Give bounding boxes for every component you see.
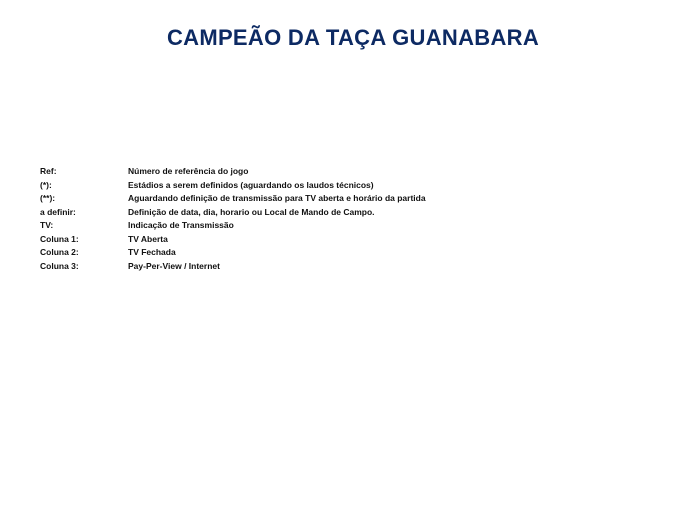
legend-key: Coluna 3: <box>40 260 79 271</box>
legend-key: TV: <box>40 220 54 230</box>
legend-description: Aguardando definição de transmissão para TV aberta e horário da partida <box>128 193 426 203</box>
legend-description: Estádios a serem definidos (aguardando os laudos técnicos) <box>128 179 374 190</box>
legend-key: (**): <box>40 193 56 203</box>
legend-description: Definição de data, dia, horario ou Local de Mando de Campo. <box>128 206 375 217</box>
legend-key: (*): <box>40 179 52 190</box>
legend-description: Indicação de Transmissão <box>128 220 234 230</box>
legend-description: Pay-Per-View / Internet <box>128 260 220 271</box>
legend-description: TV Fechada <box>128 247 176 257</box>
legend-key: Ref: <box>40 166 57 176</box>
legend-key: Coluna 1: <box>40 233 79 244</box>
legend-description: Número de referência do jogo <box>128 166 249 176</box>
legend-description: TV Aberta <box>128 233 168 244</box>
page-title: CAMPEÃO DA TAÇA GUANABARA <box>166 25 540 50</box>
legend-key: a definir: <box>40 206 76 217</box>
legend-key: Coluna 2: <box>40 247 79 257</box>
